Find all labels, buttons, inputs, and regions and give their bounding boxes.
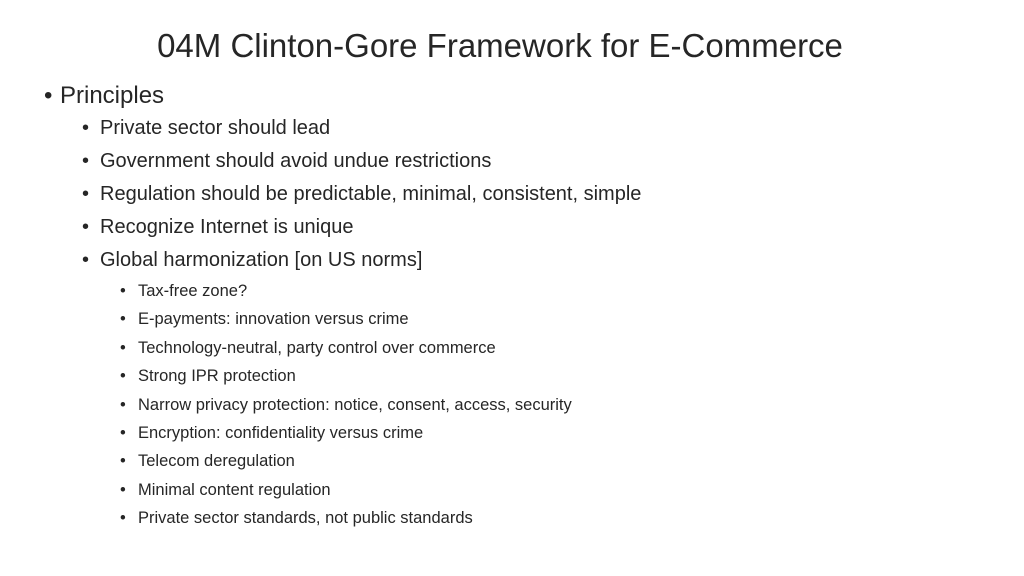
bullet-icon: • <box>120 282 126 300</box>
sub-list-item-text: Minimal content regulation <box>138 480 331 499</box>
list-item-text: Global harmonization [on US norms] <box>100 249 423 271</box>
sub-list-item-text: Private sector standards, not public standards <box>138 509 473 528</box>
bullet-icon: • <box>120 367 126 386</box>
bullet-icon: • <box>120 480 126 499</box>
bullet-icon: • <box>82 216 90 238</box>
bullet-icon: • <box>120 424 126 443</box>
list-item <box>82 211 984 244</box>
sub-list-item <box>120 476 984 504</box>
bullet-list <box>44 80 984 533</box>
sub-list-item <box>120 447 984 475</box>
list-item-text: Government should avoid undue restrictions <box>100 150 492 172</box>
bullet-icon: • <box>120 509 126 528</box>
sub-list-item-text: E-payments: innovation versus crime <box>138 310 409 329</box>
sub-list-item <box>120 419 984 447</box>
sub-list-item <box>120 504 984 532</box>
slide-title: 04M Clinton-Gore Framework for E-Commerce <box>157 27 843 64</box>
list-item <box>82 112 984 145</box>
sub-list-item-text: Technology-neutral, party control over commerce <box>138 338 496 357</box>
bullet-icon: • <box>120 395 126 414</box>
sub-list-item <box>120 305 984 333</box>
sub-list-item <box>120 334 984 362</box>
bullet-icon: • <box>120 310 126 329</box>
bullet-icon: • <box>82 150 90 172</box>
bullet-icon: • <box>44 82 53 109</box>
bullet-icon: • <box>82 117 90 139</box>
sub-list-item <box>120 277 984 305</box>
sub-list-item-text: Telecom deregulation <box>138 452 295 471</box>
sub-list-item <box>120 391 984 419</box>
list-item-text: Regulation should be predictable, minimal, consistent, simple <box>100 183 642 205</box>
sub-list-item <box>120 362 984 390</box>
bullet-icon: • <box>82 183 90 205</box>
bullet-icon: • <box>120 452 126 471</box>
list-item <box>82 178 984 211</box>
list-item <box>82 145 984 178</box>
list-item-principles <box>44 80 984 112</box>
bullet-icon: • <box>120 338 126 357</box>
sub-list-item-text: Tax-free zone? <box>138 282 248 300</box>
bullet-icon: • <box>82 249 90 271</box>
sub-list-item-text: Narrow privacy protection: notice, consent, access, security <box>138 395 572 414</box>
sub-list-item-text: Encryption: confidentiality versus crime <box>138 424 424 443</box>
list-item-text: Recognize Internet is unique <box>100 216 354 238</box>
list-item <box>82 244 984 277</box>
list-item-text: Private sector should lead <box>100 117 331 139</box>
principles-heading: Principles <box>60 82 165 109</box>
sub-list-item-text: Strong IPR protection <box>138 367 296 386</box>
